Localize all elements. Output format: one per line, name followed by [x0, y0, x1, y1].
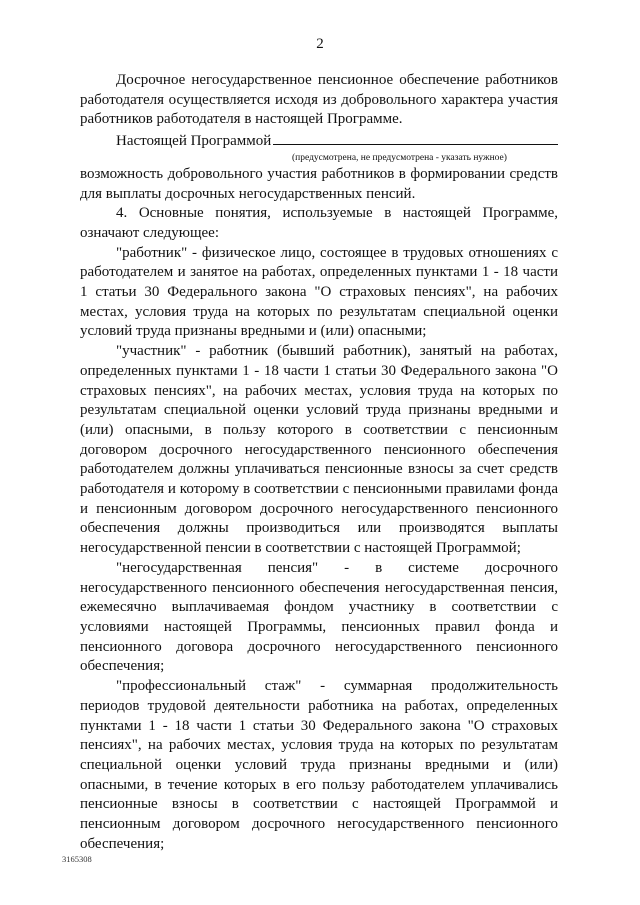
document-code: 3165308	[62, 854, 92, 864]
page-number: 2	[316, 36, 324, 52]
definition-participant: "участник" - работник (бывший работник), занятый на работах, определенных пунктами 1 - 18 части 1 статьи 30 Федерального закона "О страховых пенсиях", на рабочих местах, условия труда на которых по результатам специальной оценки условий труда признаны вредными и (или) опасными, в пользу которого в соответствии с пенсионным договором досрочного негосударственного пенсионного обеспечения работодателем должны уплачиваться пенсионные взносы за счет средств работодателя и которому в соответствии с пенсионными правилами фонда и пенсионным договором досрочного негосударственного пенсионного обеспечения должны производиться или производятся выплаты негосударственной пенсии в соответствии с настоящей Программой;	[80, 343, 558, 557]
definition-professional-experience: "профессиональный стаж" - суммарная продолжительность периодов трудовой деятельности работника на работах, определенных пунктами 1 - 18 части 1 статьи 30 Федерального закона "О страховых пенсиях", на рабочих местах, условия труда на которых по результатам специальной оценки условий труда признаны вредными и (или) опасными, в течение которых в его пользу работодателем уплачивались пенсионные взносы в соответствии с настоящей Программой и пенсионным договором досрочного негосударственного пенсионного обеспечения;	[80, 678, 558, 852]
paragraph-program-fill-in	[80, 130, 558, 152]
paragraph-definitions-intro: 4. Основные понятия, используемые в настоящей Программе, означают следующее:	[80, 205, 558, 241]
definition-worker: "работник" - физическое лицо, состоящее в трудовых отношениях с работодателем и занятое на работах, определенных пунктами 1 - 18 части 1 статьи 30 Федерального закона "О страховых пенсиях", на рабочих местах, условия труда на которых по результатам специальной оценки условий труда признаны вредными и (или) опасными;	[80, 244, 558, 340]
paragraph-program-continuation: возможность добровольного участия работников в формировании средств для выплаты досрочных негосударственных пенсий.	[80, 165, 558, 202]
fill-in-hint: (предусмотрена, не предусмотрена - указать нужное)	[292, 152, 507, 163]
paragraph-voluntary-participation: Досрочное негосударственное пенсионное обеспечение работников работодателя осуществляется исходя из добровольного характера участия работников работодателя в настоящей Программе.	[80, 72, 558, 128]
program-lead-text: Настоящей Программой	[116, 133, 272, 150]
document-body	[80, 71, 558, 854]
definition-non-state-pension: "негосударственная пенсия" - в системе досрочного негосударственного пенсионного обеспечения негосударственная пенсия, ежемесячно выплачиваемая фондом участнику в соответствии с условиями настоящей Программы, пенсионных правил фонда и пенсионного договора досрочного негосударственного пенсионного обеспечения;	[80, 559, 558, 675]
fill-in-blank-line	[273, 130, 558, 145]
